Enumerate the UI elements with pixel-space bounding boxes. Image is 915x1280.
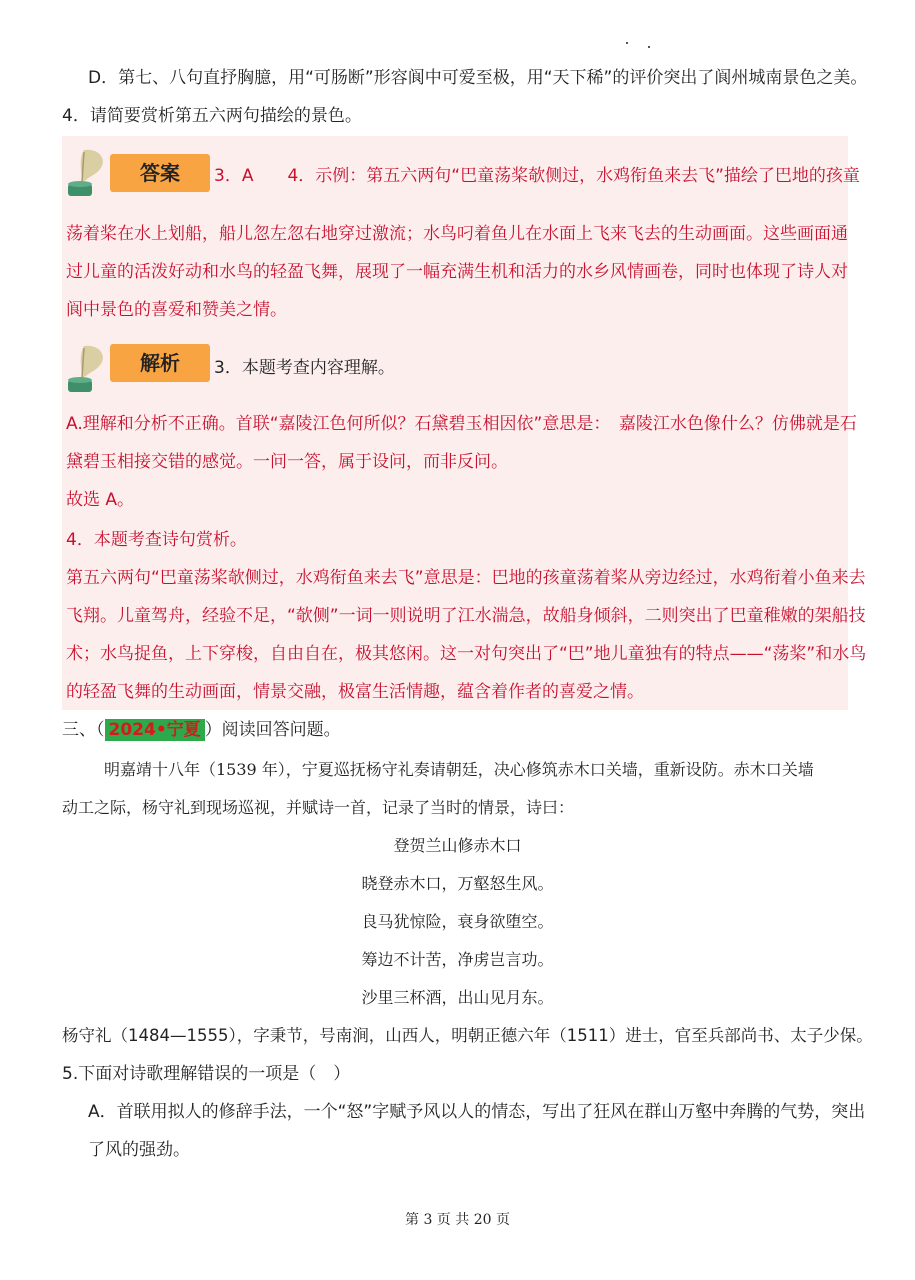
answer-line: 过儿童的活泼好动和水鸟的轻盈飞舞，展现了一幅充满生机和活力的水乡风情画卷，同时也体现了诗人对 — [66, 262, 848, 282]
analysis-line: 3．本题考查内容理解。 — [214, 358, 395, 378]
scan-mark — [626, 42, 628, 44]
answer-line: 荡着桨在水上划船，船儿忽左忽右地穿过激流；水鸟叼着鱼儿在水面上飞来飞去的生动画面。这些画面通 — [66, 224, 848, 244]
analysis-tag: 解析 — [110, 344, 210, 382]
analysis-line: A.理解和分析不正确。首联“嘉陵江色何所似？石黛碧玉相因依”意思是： 嘉陵江水色像什么？仿佛就是石 — [66, 414, 857, 434]
analysis-line: 术；水鸟捉鱼，上下穿梭，自由自在，极其悠闲。这一对句突出了“巴”地儿童独有的特点——“荡桨”和水鸟 — [66, 644, 867, 664]
quill-ink-icon — [62, 342, 108, 394]
poem-line: 良马犹惊险，衰身欲堕空。 — [361, 912, 554, 931]
scan-mark — [648, 46, 650, 48]
quill-ink-icon — [62, 146, 108, 198]
section-3-heading — [62, 718, 341, 742]
section-3-prefix: 三、（ — [62, 720, 105, 740]
analysis-line: 黛碧玉相接交错的感觉。一问一答，属于设问，而非反问。 — [66, 452, 508, 472]
poem-line: 晓登赤木口，万壑怒生风。 — [361, 874, 554, 893]
poem-line: 筹边不计苦，净虏岂言功。 — [361, 950, 554, 969]
analysis-line: 第五六两句“巴童荡桨欹侧过，水鸡衔鱼来去飞”意思是：巴地的孩童荡着桨从旁边经过，水鸡衔着小鱼来去 — [66, 568, 866, 588]
answer-tag: 答案 — [110, 154, 210, 192]
page-footer: 第 3 页 共 20 页 — [405, 1212, 510, 1228]
intro-line: 明嘉靖十八年（1539 年），宁夏巡抚杨守礼奏请朝廷，决心修筑赤木口关墙，重新设防。赤木口关墙 — [104, 760, 814, 779]
answer-line: 阆中景色的喜爱和赞美之情。 — [66, 300, 287, 320]
section-3-suffix: ）阅读回答问题。 — [204, 720, 341, 740]
option-a-line: 了风的强劲。 — [88, 1140, 190, 1160]
option-a-line: A．首联用拟人的修辞手法，一个“怒”字赋予风以人的情态，写出了狂风在群山万壑中奔腾的气势，突出 — [88, 1102, 866, 1122]
analysis-line: 的轻盈飞舞的生动画面，情景交融，极富生活情趣，蕴含着作者的喜爱之情。 — [66, 682, 644, 702]
option-d: D．第七、八句直抒胸臆，用“可肠断”形容阆中可爱至极，用“天下稀”的评价突出了阆州城南景色之美。 — [88, 68, 868, 88]
author-note: 杨守礼（1484—1555），字秉节，号南涧，山西人，明朝正德六年（1511）进士，官至兵部尚书、太子少保。 — [62, 1026, 873, 1045]
intro-line: 动工之际，杨守礼到现场巡视，并赋诗一首，记录了当时的情景，诗曰： — [62, 798, 575, 817]
year-badge: 2024•宁夏 — [105, 719, 205, 741]
analysis-line: 4．本题考查诗句赏析。 — [66, 530, 247, 550]
question-5: 5.下面对诗歌理解错误的一项是（ ） — [62, 1064, 351, 1084]
poem-title: 登贺兰山修赤木口 — [393, 836, 522, 855]
poem-line: 沙里三杯酒，出山见月东。 — [361, 988, 554, 1007]
analysis-line: 飞翔。儿童驾舟，经验不足，“欹侧”一词一则说明了江水湍急，故船身倾斜，二则突出了巴童稚嫩的架船技 — [66, 606, 866, 626]
analysis-line: 故选 A。 — [66, 490, 135, 510]
answer-line: 3．A 4．示例：第五六两句“巴童荡桨欹侧过，水鸡衔鱼来去飞”描绘了巴地的孩童 — [214, 166, 860, 186]
question-4: 4．请简要赏析第五六两句描绘的景色。 — [62, 106, 362, 126]
